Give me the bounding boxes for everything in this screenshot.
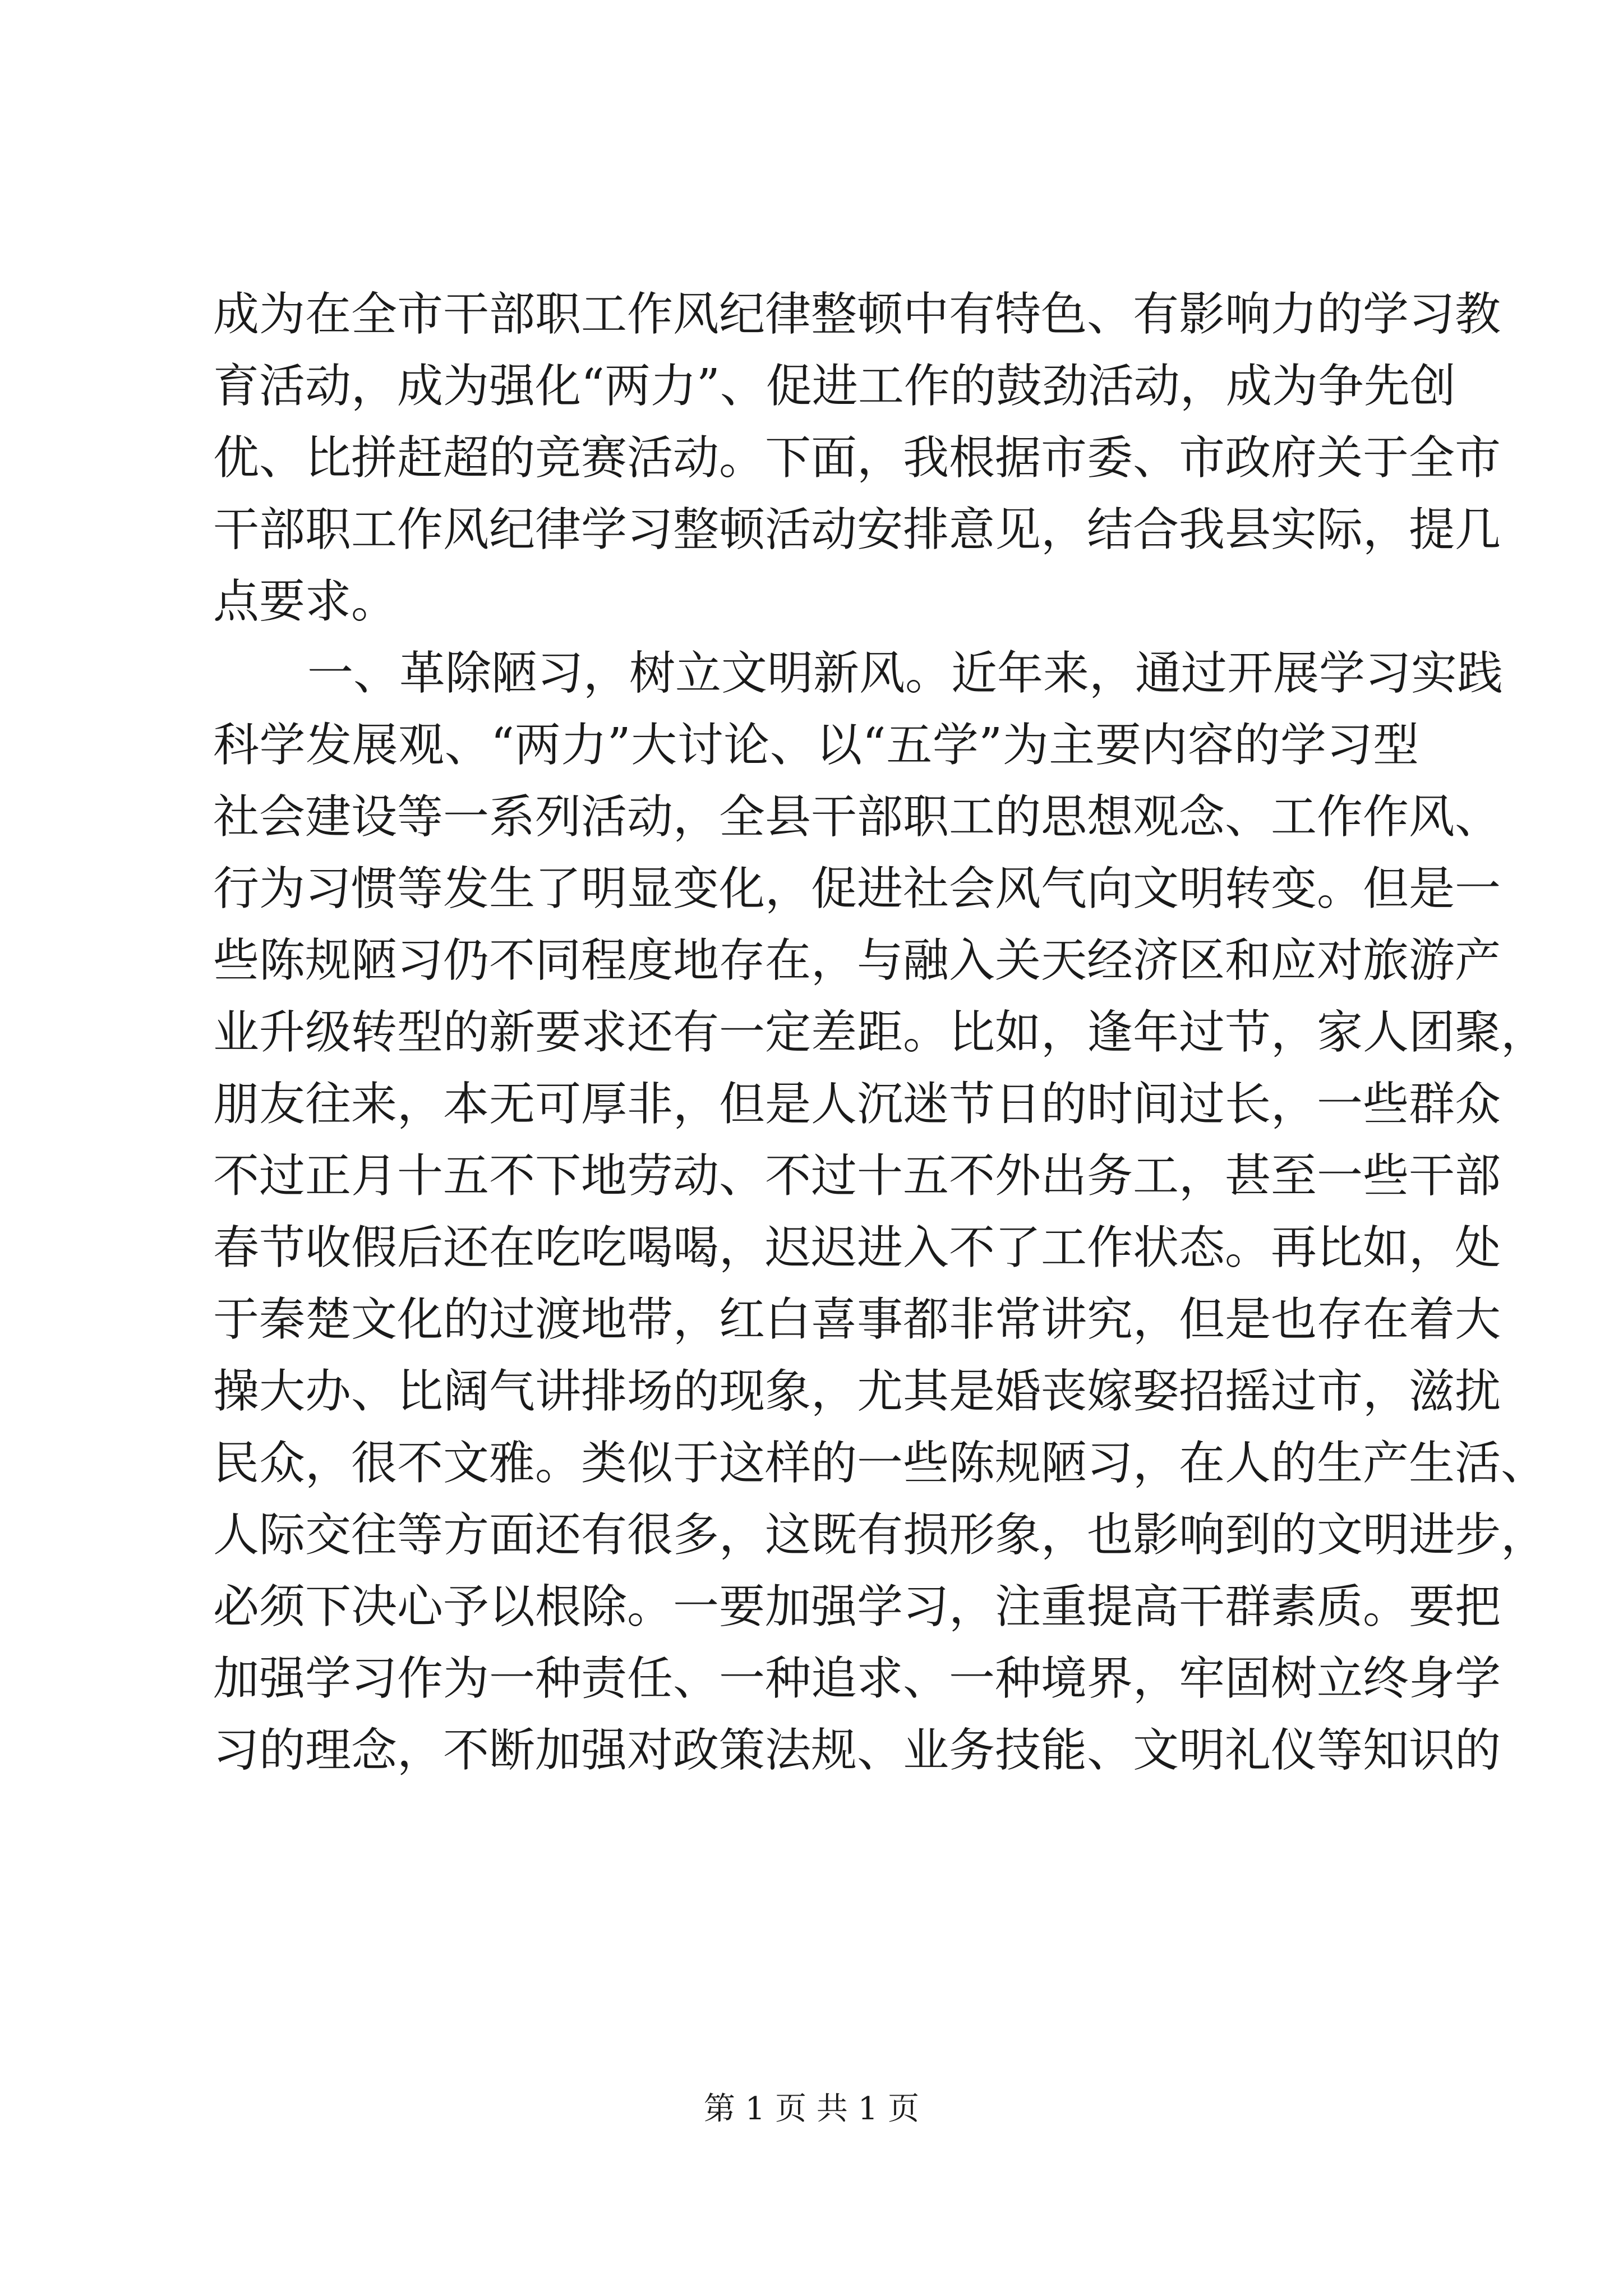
- text-line: 不过正月十五不下地劳动、不过十五不外出务工，甚至一些干部: [213, 1149, 1501, 1203]
- text-line: 干部职工作风纪律学习整顿活动安排意见，结合我县实际，提几: [213, 503, 1501, 556]
- text-line: 优、比拼赶超的竞赛活动。下面，我根据市委、市政府关于全市: [213, 431, 1501, 485]
- text-line: 行为习惯等发生了明显变化，促进社会风气向文明转变。但是一: [213, 862, 1501, 915]
- text-line: 点要求。: [213, 575, 398, 628]
- text-line: 加强学习作为一种责任、一种追求、一种境界，牢固树立终身学: [213, 1652, 1501, 1705]
- text-line: 业升级转型的新要求还有一定差距。比如，逢年过节，家人团聚，: [213, 1006, 1547, 1059]
- text-line: 些陈规陋习仍不同程度地存在，与融入关天经济区和应对旅游产: [213, 934, 1501, 987]
- page-number-footer: 第 1 页 共 1 页: [703, 2091, 920, 2127]
- text-line: 朋友往来，本无可厚非，但是人沉迷节日的时间过长，一些群众: [213, 1078, 1501, 1131]
- text-line: 操大办、比阔气讲排场的现象，尤其是婚丧嫁娶招摇过市，滋扰: [213, 1365, 1501, 1418]
- text-line: 于秦楚文化的过渡地带，红白喜事都非常讲究，但是也存在着大: [213, 1293, 1501, 1346]
- text-line: 春节收假后还在吃吃喝喝，迟迟进入不了工作状态。再比如，处: [213, 1221, 1501, 1274]
- text-line: 习的理念，不断加强对政策法规、业务技能、文明礼仪等知识的: [213, 1724, 1501, 1777]
- text-line: 人际交往等方面还有很多，这既有损形象，也影响到的文明进步，: [213, 1508, 1547, 1562]
- text-line: 育活动，成为强化“两力”、促进工作的鼓劲活动，成为争先创: [213, 360, 1456, 413]
- text-line: 科学发展观、“两力”大讨论、以“五学”为主要内容的学习型: [213, 719, 1419, 772]
- text-line: 民众，很不文雅。类似于这样的一些陈规陋习，在人的生产生活、: [213, 1437, 1547, 1490]
- paragraph-first-line: 一、革除陋习，树立文明新风。近年来，通过开展学习实践: [307, 647, 1504, 700]
- text-line: 成为在全市干部职工作风纪律整顿中有特色、有影响力的学习教: [213, 288, 1501, 341]
- text-line: 必须下决心予以根除。一要加强学习，注重提高干群素质。要把: [213, 1580, 1501, 1634]
- text-line: 社会建设等一系列活动，全县干部职工的思想观念、工作作风、: [213, 790, 1501, 844]
